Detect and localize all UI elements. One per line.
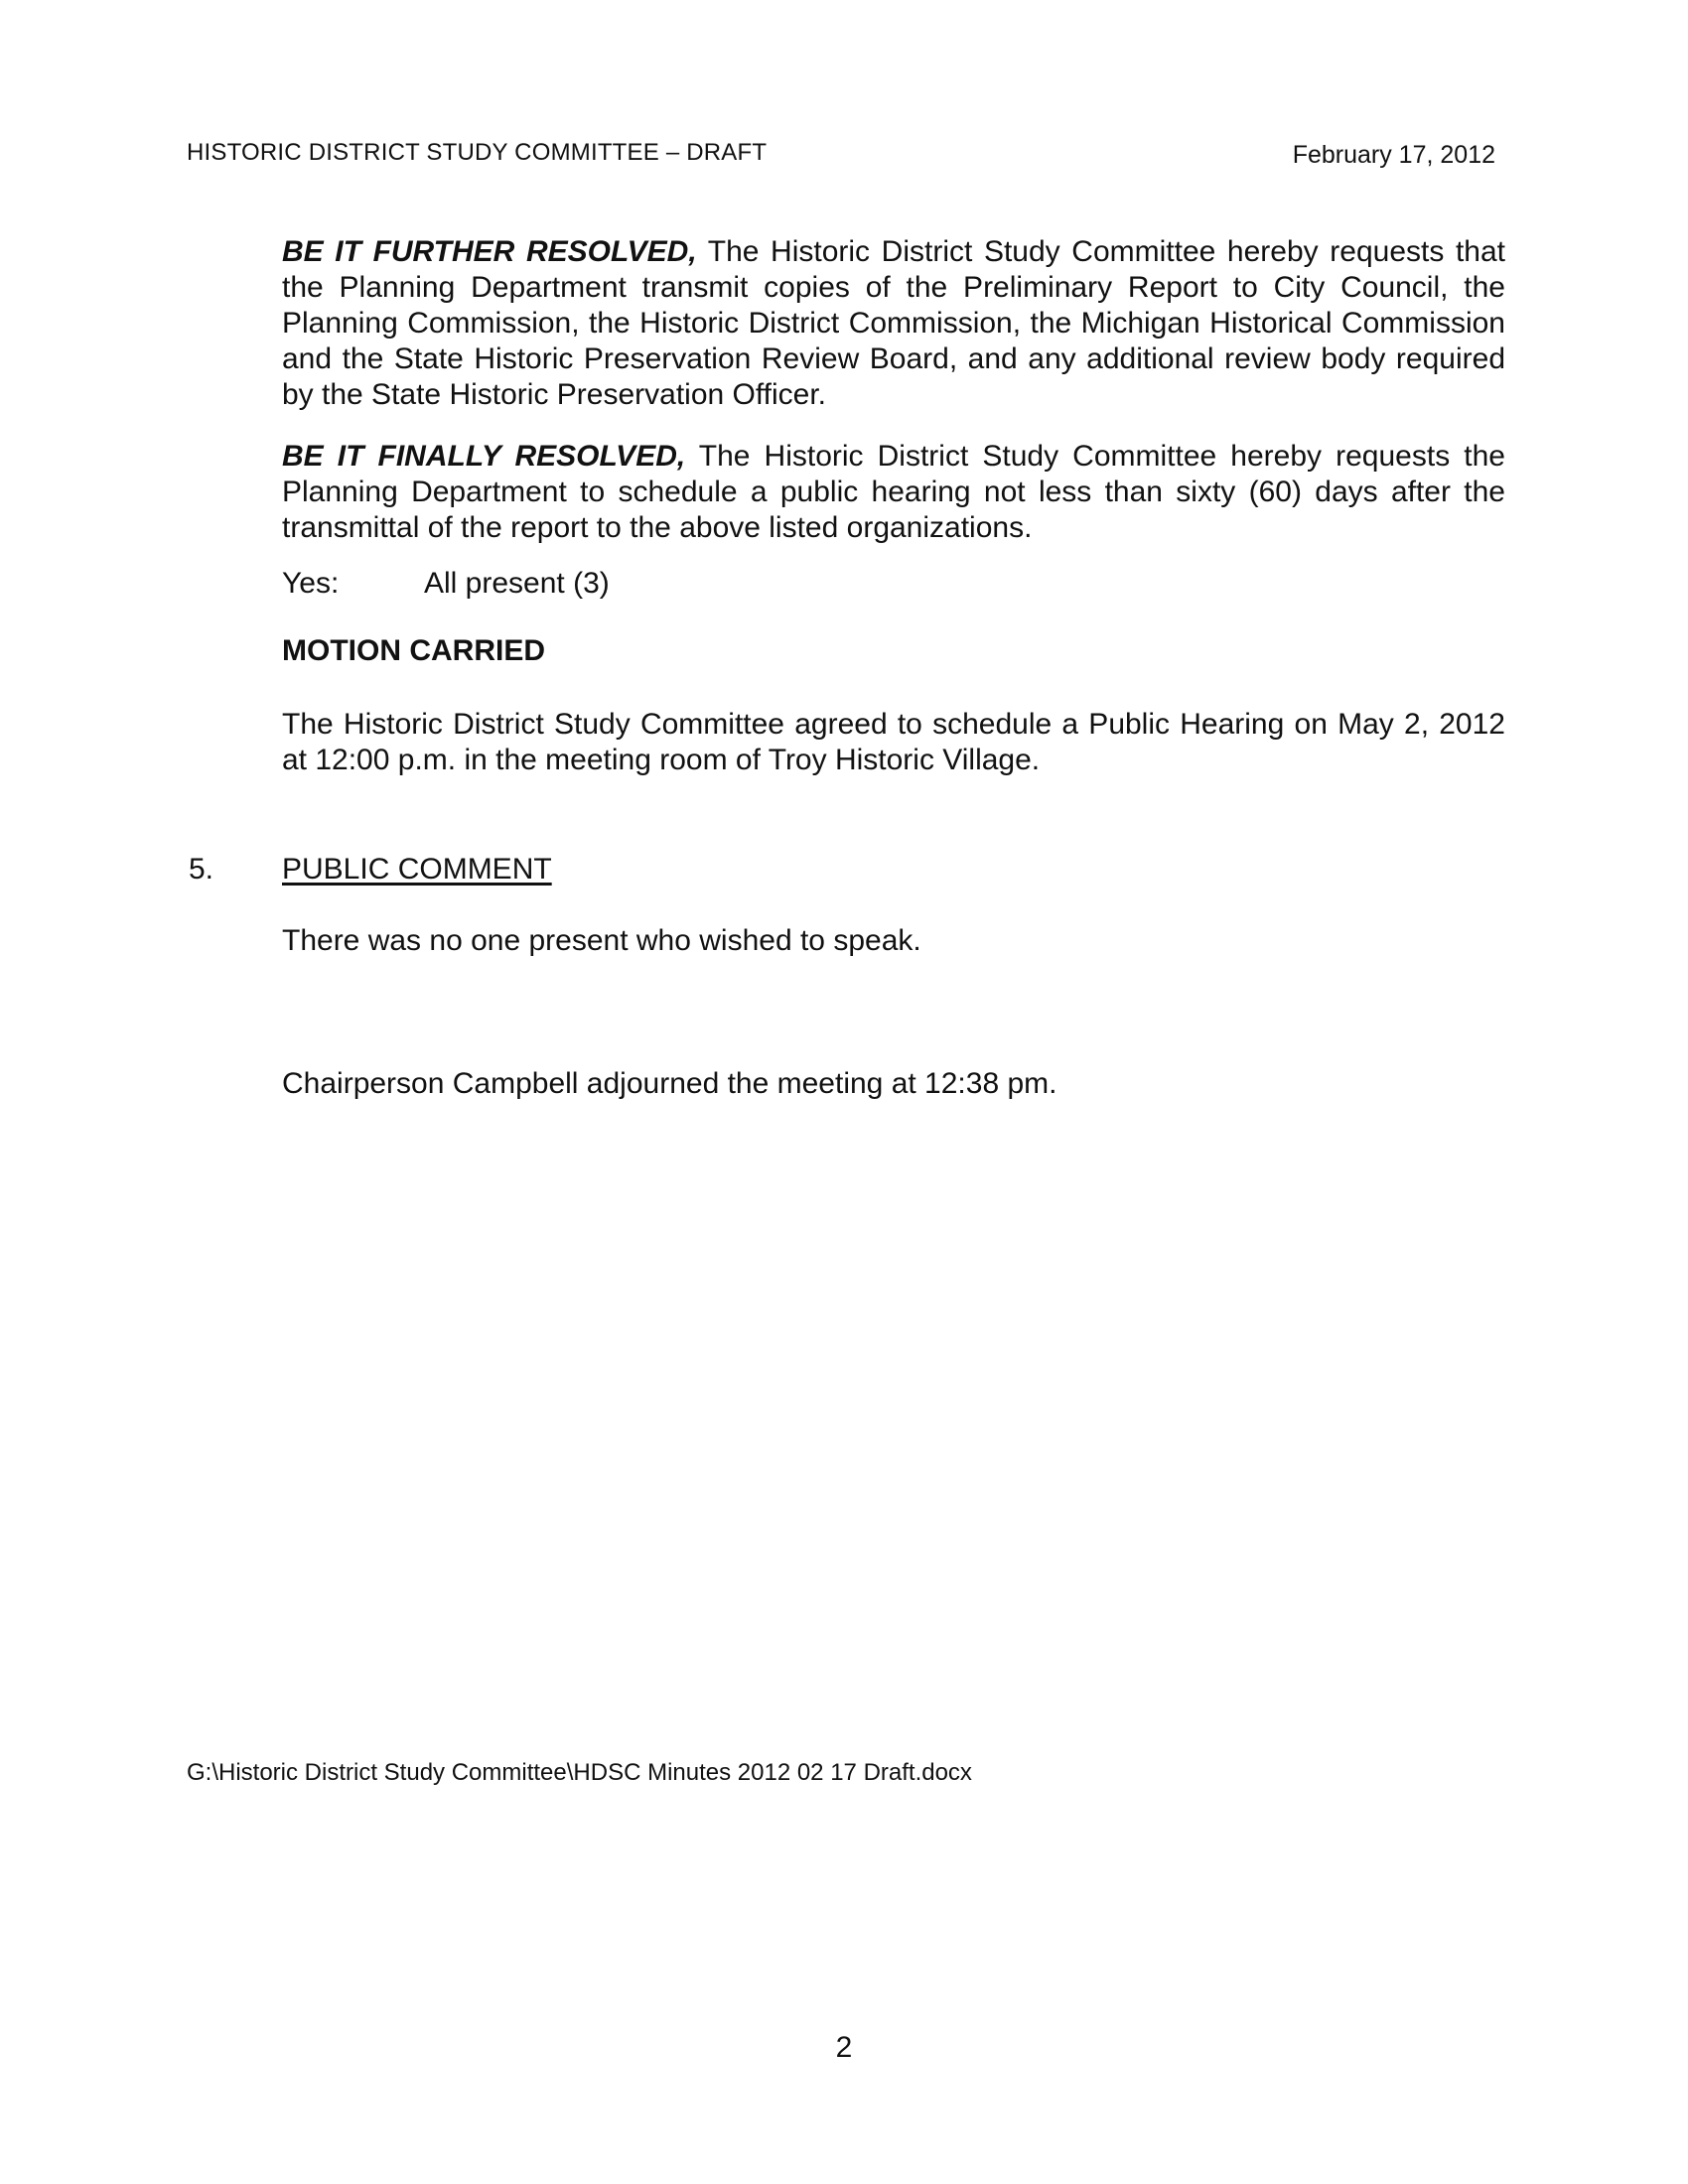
finally-resolved-lead: BE IT FINALLY RESOLVED, <box>282 440 686 473</box>
section-number: 5. <box>189 853 214 886</box>
further-resolved-text: The Historic District Study Committee hereby requests that the Planning Department transmit copies of the Preliminary Report to City Council, the Planning Commission, the Historic District Commission, the Michigan Historical Commission and the State Historic Preservation Review Board, and any additional review body required by the State Historic Preservation Officer. <box>282 235 1505 411</box>
further-resolved-paragraph <box>282 234 1505 413</box>
motion-carried: MOTION CARRIED <box>282 634 545 667</box>
public-comment-text: There was no one present who wished to speak. <box>282 924 921 957</box>
hearing-note: The Historic District Study Committee agreed to schedule a Public Hearing on May 2, 2012 at 12:00 p.m. in the meeting room of Troy Historic Village. <box>282 708 1505 776</box>
further-resolved-lead: BE IT FURTHER RESOLVED, <box>282 235 697 268</box>
vote-value: All present (3) <box>424 567 610 600</box>
finally-resolved-text: The Historic District Study Committee hereby requests the Planning Department to schedule a public hearing not less than sixty (60) days after the transmittal of the report to the above listed organizations. <box>282 440 1505 544</box>
vote-label: Yes: <box>282 567 340 600</box>
header-title: HISTORIC DISTRICT STUDY COMMITTEE – DRAFT <box>187 139 768 166</box>
finally-resolved-paragraph <box>282 439 1505 546</box>
page-number: 2 <box>835 2031 853 2064</box>
file-path: G:\Historic District Study Committee\HDSC Minutes 2012 02 17 Draft.docx <box>187 1759 972 1786</box>
header-date: February 17, 2012 <box>1292 141 1495 169</box>
section-title: PUBLIC COMMENT <box>282 853 552 886</box>
adjournment-text: Chairperson Campbell adjourned the meeting at 12:38 pm. <box>282 1067 1057 1100</box>
